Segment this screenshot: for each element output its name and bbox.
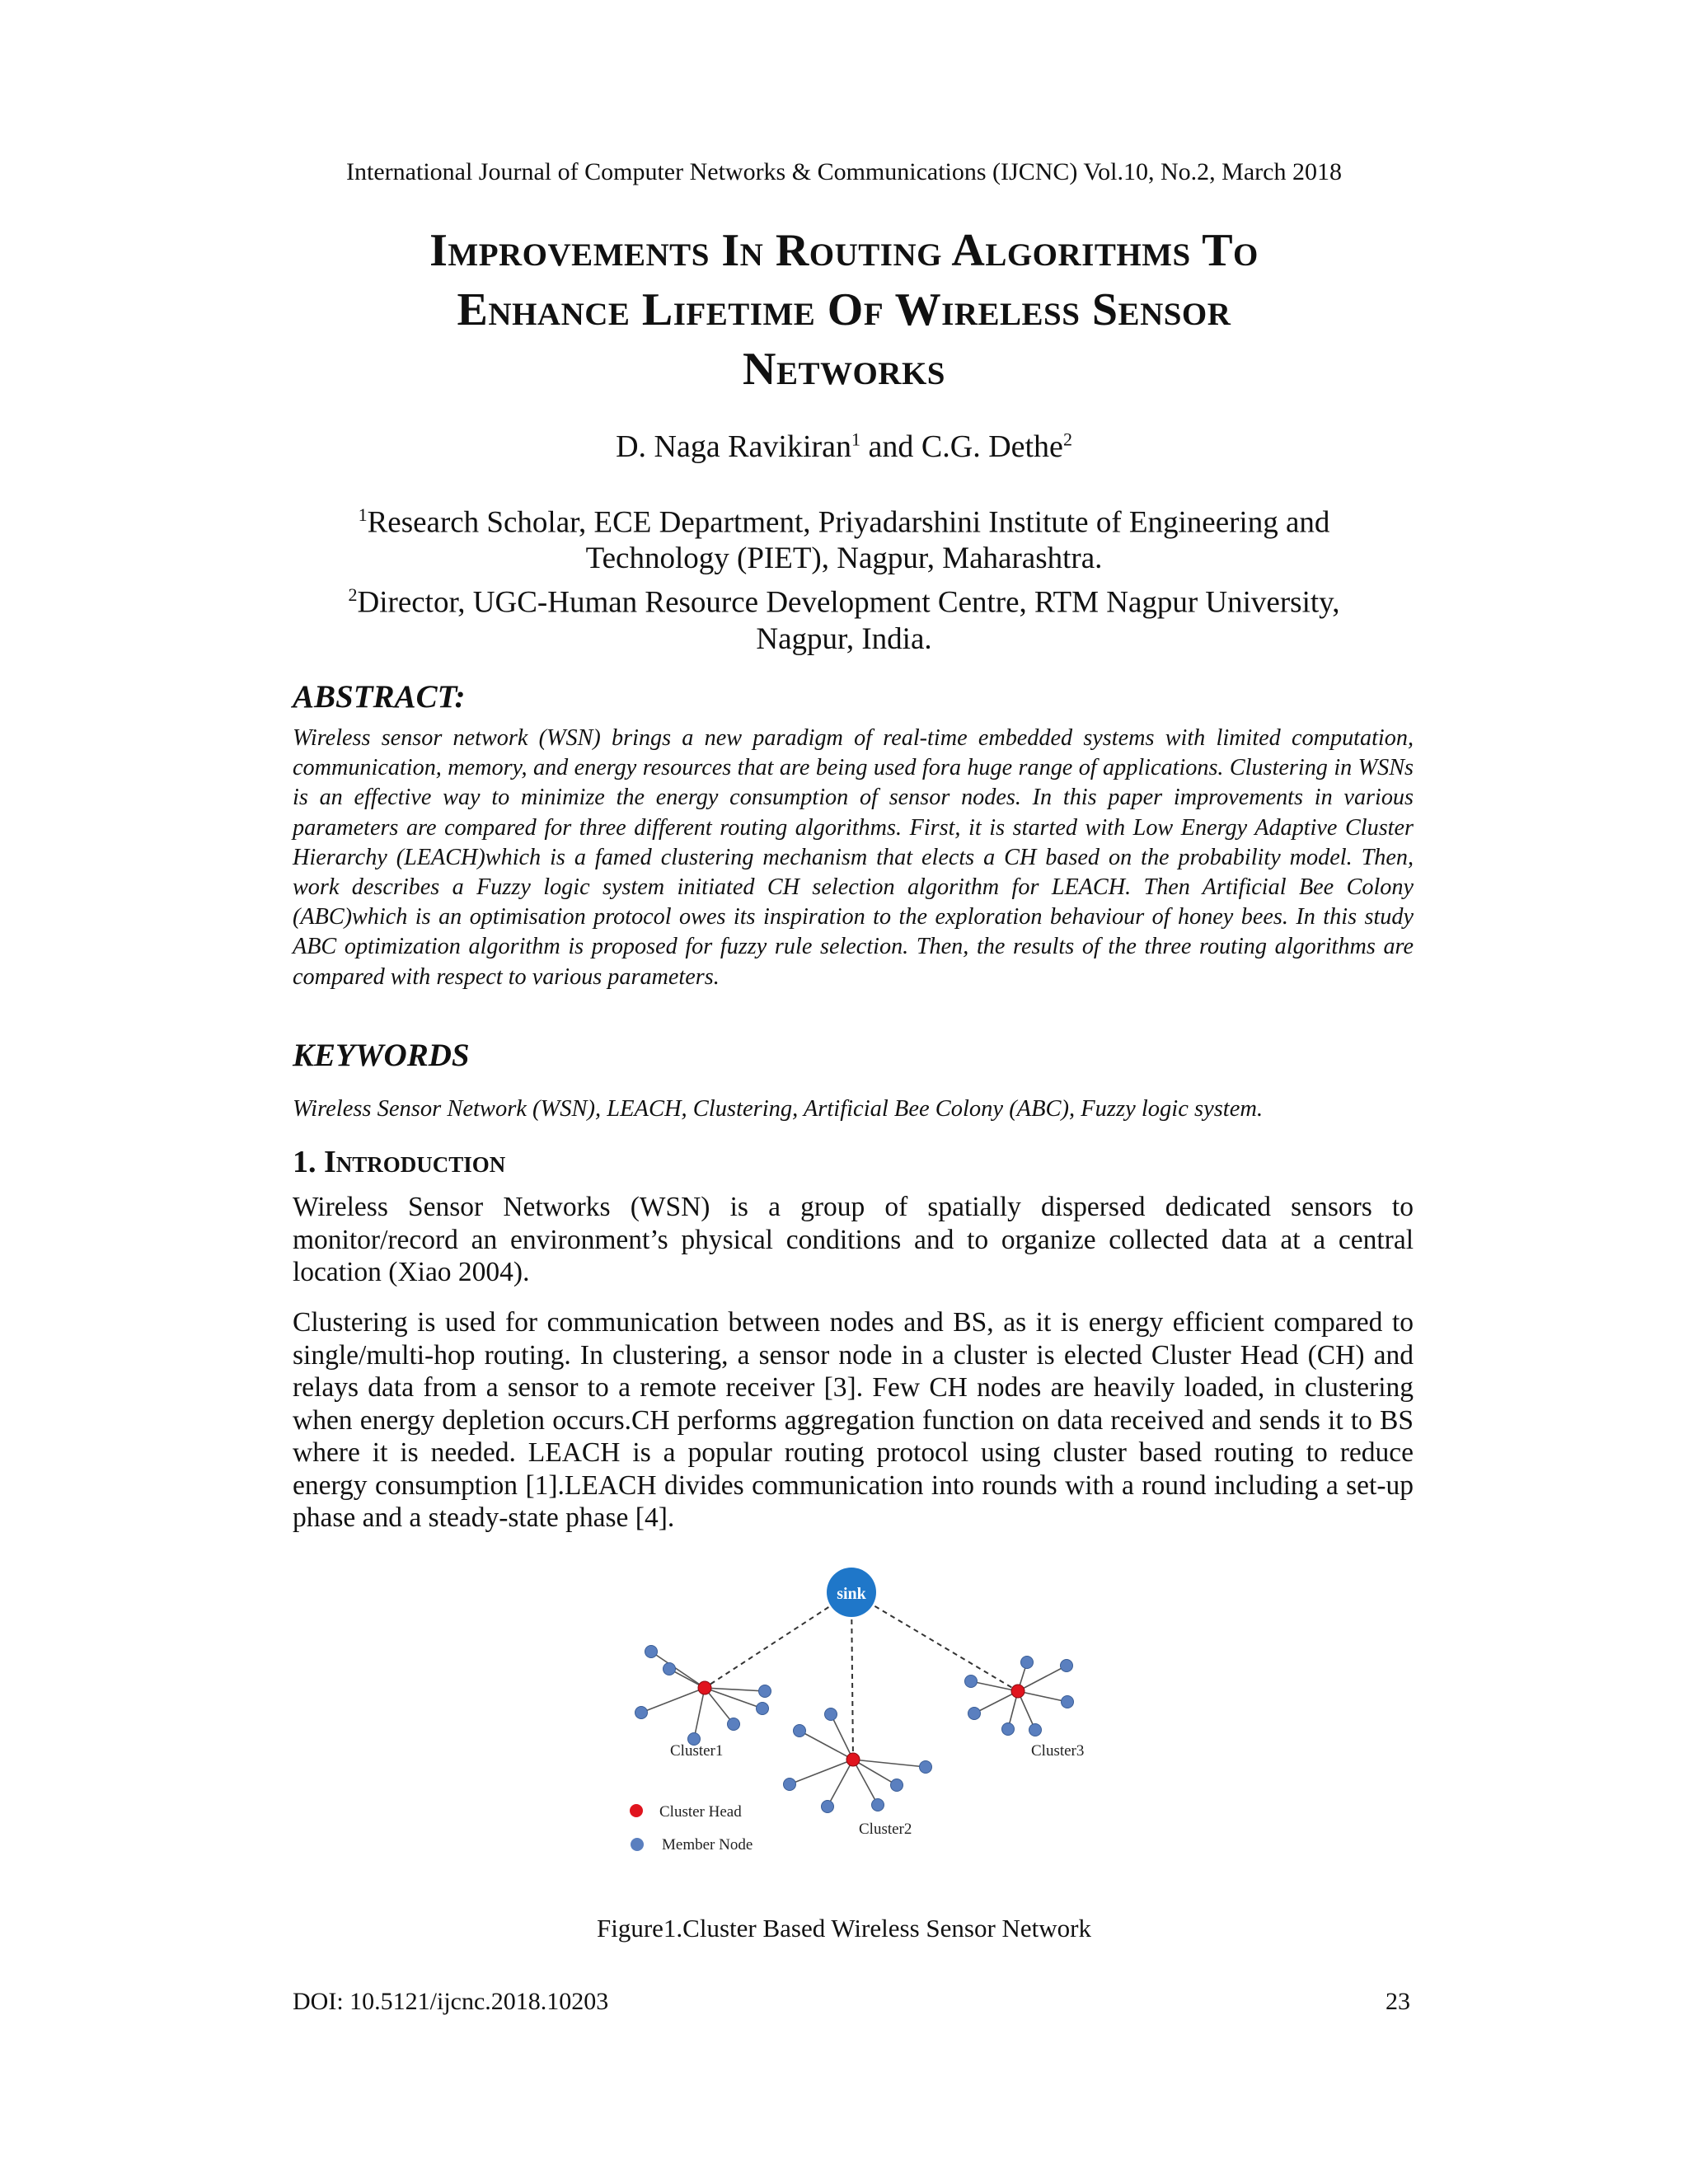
cluster2-cluster-head bbox=[846, 1753, 860, 1766]
cluster3-member-node bbox=[1062, 1696, 1074, 1708]
paper-title bbox=[247, 221, 1441, 399]
cluster3-member-node bbox=[1021, 1657, 1034, 1669]
cluster1-member-node bbox=[757, 1703, 769, 1715]
cluster1-member-node bbox=[645, 1646, 658, 1658]
cluster2-member-node bbox=[872, 1799, 884, 1811]
cluster3-member-node bbox=[965, 1675, 978, 1688]
footer-doi: DOI: 10.5121/ijcnc.2018.10203 bbox=[293, 1988, 609, 2015]
cluster2-member-link bbox=[828, 1760, 853, 1807]
cluster1-member-link bbox=[694, 1688, 705, 1739]
title-line-1: Improvements In Routing Algorithms To bbox=[429, 225, 1259, 276]
cluster1-member-node bbox=[759, 1685, 771, 1698]
affiliation-1-sup: 1 bbox=[358, 504, 368, 525]
page-number: 23 bbox=[1386, 1988, 1410, 2015]
cluster2-member-node bbox=[822, 1801, 834, 1813]
affiliation-2-sup: 2 bbox=[348, 584, 358, 606]
author-1: D. Naga Ravikiran bbox=[616, 429, 852, 464]
sink-label: sink bbox=[837, 1585, 866, 1603]
legend-member-node-marker bbox=[631, 1838, 644, 1851]
affiliation-1-text: Research Scholar, ECE Department, Priyadarshini Institute of Engineering and bbox=[367, 505, 1330, 540]
cluster3-member-node bbox=[1061, 1660, 1073, 1672]
cluster2-member-node bbox=[891, 1779, 903, 1792]
title-line-2: Enhance Lifetime Of Wireless Sensor bbox=[457, 284, 1231, 335]
cluster2-label: Cluster2 bbox=[859, 1821, 912, 1838]
cluster2-member-link bbox=[790, 1760, 853, 1784]
head-nodes bbox=[698, 1681, 1025, 1766]
title-line-3: Networks bbox=[743, 344, 945, 395]
keywords-text: Wireless Sensor Network (WSN), LEACH, Clustering, Artificial Bee Colony (ABC), Fuzzy logic system. bbox=[293, 1096, 1264, 1122]
cluster2-member-node bbox=[794, 1725, 806, 1737]
cluster3-member-link bbox=[1018, 1691, 1067, 1702]
cluster3-label: Cluster3 bbox=[1031, 1742, 1085, 1760]
legend-cluster-head-marker bbox=[630, 1804, 643, 1817]
intro-paragraph-2: Clustering is used for communication between nodes and BS, as it is energy efficient compared to single/multi-hop routing. In clustering, a sensor node in a cluster is elected Cluster Head (CH) and relays data from a sensor to a remote receiver [3]. Few CH nodes are heavily loaded, in clustering when energy depletion occurs.CH performs aggregation function on data received and sends it to BS where it is needed. LEACH is a popular routing protocol using cluster based routing to reduce energy consumption [1].LEACH divides communication into rounds with a round including a set-up phase and a steady-state phase [4]. bbox=[293, 1307, 1414, 1533]
cluster2-member-node bbox=[825, 1708, 837, 1721]
cluster3-member-node bbox=[968, 1708, 981, 1720]
cluster1-member-node bbox=[728, 1718, 740, 1731]
affiliation-2-line-1 bbox=[247, 577, 1441, 621]
affiliation-1-line-2: Technology (PIET), Nagpur, Maharashtra. bbox=[585, 541, 1103, 576]
authors-and: and bbox=[860, 429, 921, 464]
legend-member-node: Member Node bbox=[662, 1836, 753, 1854]
sink-link-cluster1 bbox=[705, 1592, 851, 1688]
author-1-sup: 1 bbox=[851, 429, 861, 450]
author-2: C.G. Dethe bbox=[921, 429, 1063, 464]
authors bbox=[0, 429, 1688, 465]
cluster3-cluster-head bbox=[1011, 1685, 1025, 1698]
introduction-heading: 1. Introduction bbox=[293, 1145, 506, 1179]
cluster2-member-link bbox=[799, 1731, 853, 1760]
cluster2-member-node bbox=[920, 1761, 932, 1774]
intro-paragraph-1: Wireless Sensor Networks (WSN) is a group of spatially dispersed dedicated sensors to monitor/record an environment’s physical conditions and to organize collected data at a central location (Xiao 2004). bbox=[293, 1192, 1414, 1287]
keywords-heading: KEYWORDS bbox=[293, 1038, 470, 1073]
author-2-sup: 2 bbox=[1062, 429, 1072, 450]
cluster-network-figure bbox=[577, 1558, 1113, 1879]
cluster3-member-node bbox=[1029, 1724, 1042, 1736]
legend-cluster-head: Cluster Head bbox=[659, 1803, 742, 1821]
cluster3-member-node bbox=[1002, 1723, 1015, 1736]
cluster1-cluster-head bbox=[698, 1681, 711, 1694]
cluster1-member-link bbox=[641, 1688, 705, 1713]
abstract-text: Wireless sensor network (WSN) brings a new paradigm of real-time embedded systems with limited computation, communication, memory, and energy resources that are being used fora huge range of applications. Clustering in WSNs is an effective way to minimize the energy consumption of sensor nodes. In this paper improvements in various parameters are compared for three different routing algorithms. First, it is started with Low Energy Adaptive Cluster Hierarchy (LEACH)which is a famed clustering mechanism that elects a CH based on the probability model. Then, work describes a Fuzzy logic system initiated CH selection algorithm for LEACH. Then Artificial Bee Colony (ABC)which is an optimisation protocol owes its inspiration to the exploration behaviour of honey bees. In this study ABC optimization algorithm is proposed for fuzzy rule selection. Then, the results of the three routing algorithms are compared with respect to various parameters. bbox=[293, 725, 1414, 990]
cluster2-member-link bbox=[831, 1714, 853, 1760]
member-nodes bbox=[635, 1646, 1074, 1813]
figure-caption: Figure1.Cluster Based Wireless Sensor Network bbox=[596, 1914, 1091, 1943]
cluster1-member-link bbox=[651, 1652, 705, 1688]
sink-link-cluster2 bbox=[851, 1592, 853, 1760]
affiliation-2-line-2: Nagpur, India. bbox=[756, 621, 932, 656]
cluster1-member-node bbox=[635, 1707, 648, 1719]
cluster1-member-node bbox=[663, 1663, 676, 1675]
sink-link-cluster3 bbox=[851, 1592, 1018, 1691]
cluster1-label: Cluster1 bbox=[670, 1742, 724, 1760]
abstract-heading: ABSTRACT: bbox=[293, 679, 466, 715]
cluster3-member-link bbox=[974, 1691, 1018, 1713]
affiliations bbox=[247, 497, 1441, 658]
affiliation-2-text: Director, UGC-Human Resource Development Centre, RTM Nagpur University, bbox=[357, 585, 1340, 620]
journal-header: International Journal of Computer Networks & Communications (IJCNC) Vol.10, No.2, March 2018 bbox=[346, 158, 1342, 185]
cluster2-member-node bbox=[784, 1779, 796, 1791]
affiliation-1-line-1 bbox=[247, 497, 1441, 541]
